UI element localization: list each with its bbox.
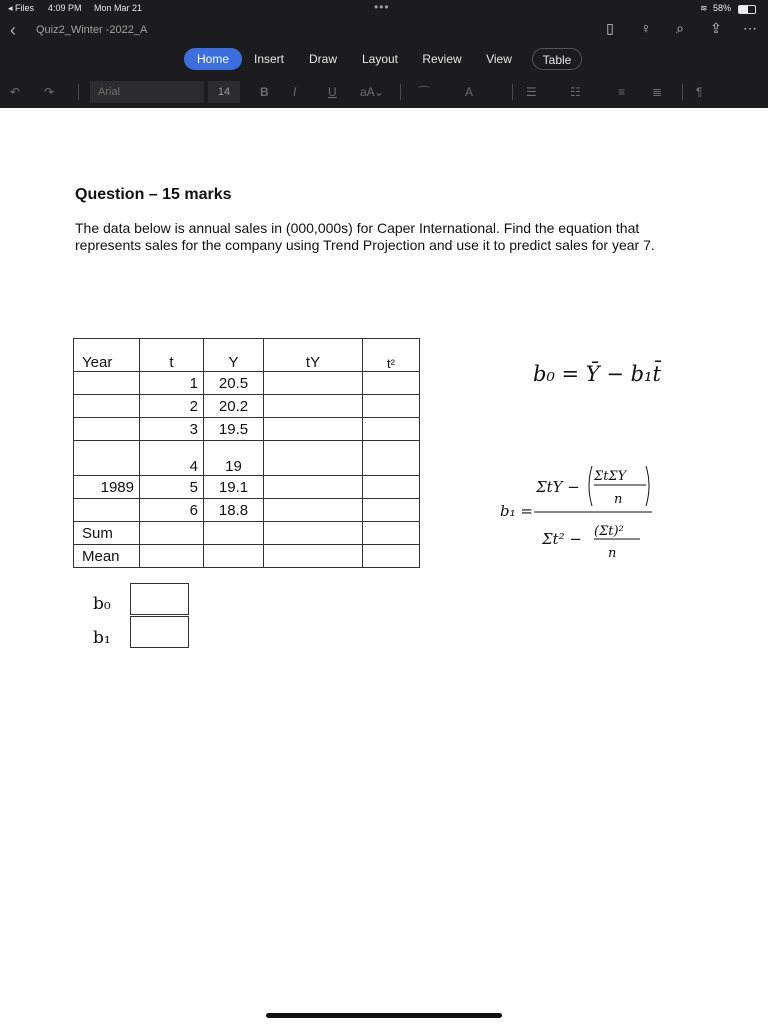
- text-size-button[interactable]: aA: [360, 85, 375, 99]
- cell-year[interactable]: [74, 395, 140, 418]
- cell-ty[interactable]: [264, 499, 363, 522]
- tab-view[interactable]: View: [486, 52, 512, 66]
- cell-year[interactable]: [74, 372, 140, 395]
- table-row[interactable]: [74, 545, 420, 568]
- table-row[interactable]: [74, 522, 420, 545]
- bullet-list-icon[interactable]: ☰: [526, 85, 537, 99]
- cell-ty[interactable]: [264, 395, 363, 418]
- header-ty: tY: [264, 339, 363, 372]
- paragraph-icon[interactable]: ¶: [696, 85, 703, 99]
- cell-y[interactable]: 18.8: [204, 499, 264, 522]
- cell-y[interactable]: 19: [204, 441, 264, 476]
- question-text: The data below is annual sales in (000,000s) for Caper International. Find the equation that represents sales for the company using Trend Projection and use it to predict sales for year 7.: [75, 220, 655, 253]
- table-row[interactable]: [74, 418, 420, 441]
- cell-y[interactable]: 20.2: [204, 395, 264, 418]
- toolbar-divider: [512, 84, 513, 100]
- header-y: Y: [204, 339, 264, 372]
- cell-t-squared[interactable]: [363, 372, 420, 395]
- lightbulb-icon[interactable]: ♀: [640, 20, 652, 36]
- cell-sum-label[interactable]: Sum: [74, 522, 140, 545]
- cell-t-squared[interactable]: [363, 441, 420, 476]
- header-year: Year: [74, 339, 140, 372]
- svg-text:ΣtY −: ΣtY −: [536, 478, 580, 496]
- svg-text:n: n: [614, 492, 623, 507]
- cell-y[interactable]: 19.1: [204, 476, 264, 499]
- table-header-row: [74, 339, 420, 372]
- cell-ty[interactable]: [264, 418, 363, 441]
- cell-t[interactable]: 4: [140, 441, 204, 476]
- cell-ty[interactable]: [264, 441, 363, 476]
- table-row[interactable]: [74, 395, 420, 418]
- cell-t[interactable]: 2: [140, 395, 204, 418]
- table-row[interactable]: [74, 441, 420, 476]
- multitask-dots-icon[interactable]: •••: [374, 0, 390, 14]
- table-row[interactable]: [74, 372, 420, 395]
- highlight-icon[interactable]: ⌒: [418, 85, 431, 99]
- tab-draw[interactable]: Draw: [308, 52, 337, 66]
- bold-button[interactable]: B: [260, 85, 269, 99]
- cell-t[interactable]: 5: [140, 476, 204, 499]
- cell-t[interactable]: 1: [140, 372, 204, 395]
- cell-t-squared[interactable]: [363, 476, 420, 499]
- font-color-icon[interactable]: A: [465, 85, 474, 99]
- cell-ty[interactable]: [264, 372, 363, 395]
- svg-text:n: n: [608, 546, 617, 561]
- b1-formula-lhs: b₁ =: [500, 502, 533, 520]
- cell-year[interactable]: [74, 418, 140, 441]
- font-size-field[interactable]: 14: [208, 81, 240, 103]
- cell-t-squared[interactable]: [363, 499, 420, 522]
- tab-review[interactable]: Review: [422, 52, 462, 66]
- svg-text:Σt² −: Σt² −: [542, 530, 582, 548]
- wifi-icon: ≋: [700, 3, 708, 13]
- tab-insert[interactable]: Insert: [253, 52, 284, 66]
- b0-answer-box[interactable]: [130, 583, 189, 615]
- cell-y[interactable]: [204, 545, 264, 568]
- svg-text:(Σt)²: (Σt)²: [594, 524, 624, 539]
- toolbar-divider: [682, 84, 683, 100]
- cell-t[interactable]: [140, 522, 204, 545]
- cell-year[interactable]: [74, 441, 140, 476]
- trend-data-table[interactable]: [73, 338, 420, 568]
- status-date: Mon Mar 21: [94, 3, 143, 13]
- cell-ty[interactable]: [264, 476, 363, 499]
- tab-layout[interactable]: Layout: [361, 52, 399, 66]
- cell-mean-label[interactable]: Mean: [74, 545, 140, 568]
- cell-year[interactable]: 1989: [74, 476, 140, 499]
- tab-home[interactable]: Home: [184, 48, 242, 70]
- tab-table[interactable]: Table: [532, 48, 582, 70]
- tablet-view-icon[interactable]: ▯: [606, 20, 614, 36]
- battery-percent: 58%: [713, 3, 732, 13]
- chevron-down-icon[interactable]: ⌄: [374, 85, 385, 99]
- cell-t-squared[interactable]: [363, 395, 420, 418]
- b0-label: b₀: [93, 594, 111, 614]
- undo-icon[interactable]: ↶: [10, 85, 21, 99]
- b1-answer-box[interactable]: [130, 616, 189, 648]
- cell-y[interactable]: 19.5: [204, 418, 264, 441]
- underline-button[interactable]: U: [328, 85, 337, 99]
- redo-icon[interactable]: ↷: [44, 85, 55, 99]
- b1-formula: [530, 458, 690, 578]
- toolbar-divider: [78, 84, 79, 100]
- cell-y[interactable]: 20.5: [204, 372, 264, 395]
- svg-text:ΣtΣY: ΣtΣY: [594, 469, 627, 484]
- cell-t-squared[interactable]: [363, 545, 420, 568]
- back-chevron-icon[interactable]: ‹: [10, 20, 16, 40]
- b1-label: b₁: [93, 628, 111, 648]
- cell-t-squared[interactable]: [363, 418, 420, 441]
- increase-indent-icon[interactable]: ≣: [652, 85, 663, 99]
- cell-t[interactable]: 6: [140, 499, 204, 522]
- question-heading: Question – 15 marks: [75, 186, 232, 203]
- battery-icon: [738, 5, 756, 14]
- cell-t-squared[interactable]: [363, 522, 420, 545]
- header-t: t: [140, 339, 204, 372]
- italic-button[interactable]: I: [293, 85, 297, 99]
- share-icon[interactable]: ⇪: [710, 20, 722, 36]
- cell-t[interactable]: [140, 545, 204, 568]
- home-indicator[interactable]: [266, 1013, 502, 1018]
- cell-ty[interactable]: [264, 545, 363, 568]
- toolbar-divider: [400, 84, 401, 100]
- status-time: 4:09 PM: [48, 3, 82, 13]
- cell-year[interactable]: [74, 499, 140, 522]
- header-t-squared: t²: [363, 339, 420, 372]
- cell-ty[interactable]: [264, 522, 363, 545]
- more-icon[interactable]: ⋯: [743, 20, 757, 36]
- cell-t[interactable]: 3: [140, 418, 204, 441]
- search-icon[interactable]: ⌕: [676, 20, 684, 36]
- decrease-indent-icon[interactable]: ≡: [618, 85, 626, 99]
- back-to-files[interactable]: ◂ Files: [8, 3, 35, 13]
- numbered-list-icon[interactable]: ☷: [570, 85, 581, 99]
- document-title[interactable]: Quiz2_Winter -2022_A: [36, 24, 148, 36]
- cell-y[interactable]: [204, 522, 264, 545]
- table-row[interactable]: [74, 499, 420, 522]
- table-row[interactable]: [74, 476, 420, 499]
- font-name-field[interactable]: Arial: [90, 81, 204, 103]
- b0-formula: b₀ = Ȳ − b₁t̄: [533, 362, 661, 386]
